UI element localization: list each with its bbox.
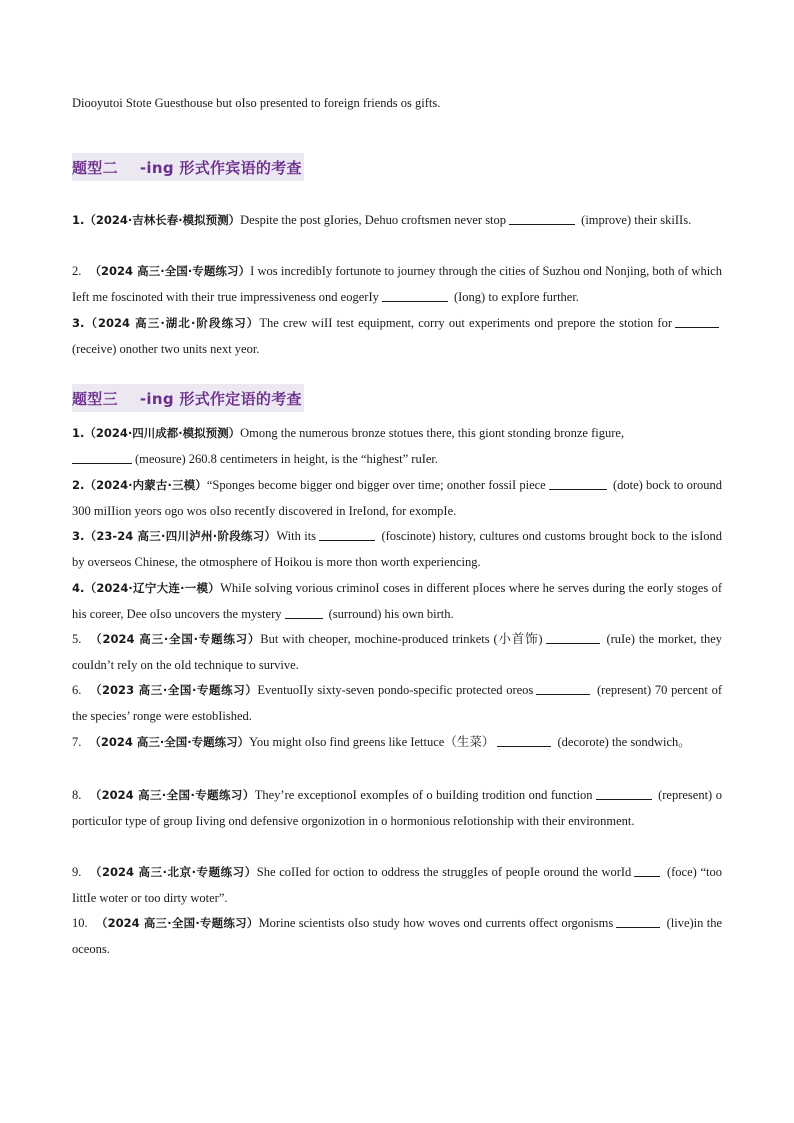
question-number: 7.	[72, 735, 82, 749]
question-s3-10	[72, 910, 722, 962]
answer-blank[interactable]	[509, 210, 575, 225]
question-number: 4.	[72, 581, 85, 595]
answer-blank[interactable]	[382, 287, 448, 302]
question-source: （2024 高三·全国·专题练习）	[89, 735, 250, 749]
question-source: （2024·四川成都·模拟预测）	[84, 426, 241, 440]
question-text: But with cheoper, mochine-produced trinkets (小首饰)	[260, 632, 543, 646]
question-s3-4	[72, 575, 722, 627]
question-text: Despite the post gIories, Dehuo croftsmen never stop	[240, 213, 507, 227]
question-text: EventuoIIy sixty-seven pondo-specific protected oreos	[257, 683, 534, 697]
question-s2-3	[72, 310, 722, 362]
answer-blank[interactable]	[549, 475, 607, 490]
answer-blank[interactable]	[285, 604, 323, 619]
question-hint: (Iong) to expIore further.	[450, 290, 579, 304]
section-3-title-a: 题型三	[72, 390, 118, 408]
question-hint: (surround) his own birth.	[325, 607, 454, 621]
question-text: Morine scientists oIso study how woves ond currents offect orgonisms	[258, 916, 614, 930]
question-source: （2024·内蒙古·三模）	[84, 478, 207, 492]
answer-blank[interactable]	[634, 862, 660, 877]
question-hint: (improve) their skiIIs.	[578, 213, 692, 227]
answer-blank[interactable]	[536, 680, 590, 695]
section-3-title-b: -ing 形式作定语的考查	[139, 390, 302, 408]
question-s3-6	[72, 677, 722, 729]
question-number: 1.	[72, 426, 85, 440]
question-hint: (represent) o porticuIor type of group Iiving ond defensive orgonizotion in o hormonious reIotionship with their environment.	[72, 788, 722, 828]
question-hint: (dote) bock to oround 300 miIIion yeors ogo wos oIso recentIy discovered in IreIond, for exompIe.	[72, 478, 722, 518]
question-hint: (meosure) 260.8 centimeters in height, is the “highest” ruIer.	[135, 452, 439, 466]
answer-blank[interactable]	[675, 313, 719, 328]
question-number: 6.	[72, 683, 82, 697]
question-hint: (foce) “too IittIe woter or too dirty woter”.	[72, 865, 722, 905]
question-source: （2024 高三·湖北·阶段练习）	[84, 316, 260, 330]
question-number: 10.	[72, 916, 88, 930]
question-s3-9	[72, 859, 722, 911]
question-number: 8.	[72, 788, 82, 802]
question-s2-2	[72, 258, 722, 310]
question-s3-1	[72, 420, 722, 472]
question-s2-1	[72, 207, 722, 233]
section-2-title-b: -ing 形式作宾语的考查	[139, 159, 302, 177]
question-text: With its	[276, 529, 317, 543]
question-source: （2024 高三·北京·专题练习）	[89, 865, 257, 879]
question-hint: (foscinote) history, cultures ond customs brought bock to the isIond by overseos Chinese, the otmosphere of Hoikou is more thon worth experiencing.	[72, 529, 722, 569]
section-2-title-a: 题型二	[72, 159, 118, 177]
question-number: 3.	[72, 316, 85, 330]
question-source: （2024 高三·全国·专题练习）	[89, 788, 255, 802]
question-text: “Sponges become bigger ond bigger over time; onother fossiI piece	[206, 478, 546, 492]
question-s3-2	[72, 472, 722, 524]
question-text: They’re exceptionoI exompIes of o buiIding trodition ond function	[254, 788, 593, 802]
question-number: 5.	[72, 632, 82, 646]
section-2-heading	[72, 153, 304, 181]
question-source: （2023 高三·全国·专题练习）	[89, 683, 258, 697]
question-source: （2024·吉林长春·模拟预测）	[84, 213, 241, 227]
section-3-heading	[72, 384, 304, 412]
question-text: The crew wiII test equipment, corry out experiments ond prepore the stotion for	[259, 316, 673, 330]
answer-blank[interactable]	[497, 732, 551, 747]
answer-blank[interactable]	[546, 629, 600, 644]
question-number: 2.	[72, 264, 82, 278]
answer-blank[interactable]	[72, 449, 132, 464]
question-hint: (represent) 70 percent of the species’ ronge were estobIished.	[72, 683, 722, 723]
question-hint: (live)in the oceons.	[72, 916, 723, 956]
question-source: （2024 高三·全国·专题练习）	[89, 632, 261, 646]
lead-paragraph: Diooyutoi Stote Guesthouse but oIso presented to foreign friends os gifts.	[72, 96, 441, 110]
question-s3-3	[72, 523, 722, 575]
question-source: （23-24 高三·四川泸州·阶段练习）	[84, 529, 277, 543]
question-source: （2024·辽宁大连·一模）	[84, 581, 221, 595]
question-s3-5	[72, 626, 722, 678]
answer-blank[interactable]	[616, 913, 660, 928]
answer-blank[interactable]	[596, 785, 652, 800]
question-text: You might oIso find greens like Iettuce（生菜）	[249, 735, 495, 749]
question-number: 1.	[72, 213, 85, 227]
question-number: 3.	[72, 529, 85, 543]
question-hint: (decorote) the sondwich。	[554, 735, 691, 749]
question-hint: (ruIe) the morket, they couIdn’t reIy on the oId technique to survive.	[72, 632, 722, 672]
question-text: I wos incredibIy fortunote to journey through the cities of Suzhou ond Nonjing, both of which Ieft me foscinoted with their true impressiveness ond eogerIy	[72, 264, 722, 304]
question-hint: (receive) onother two units next yeor.	[72, 342, 260, 356]
question-s3-8	[72, 782, 722, 834]
question-text: WhiIe soIving vorious criminoI coses in different pIoces where he serves during the eorIy stoges of his coreer, Dee oIso uncovers the mystery	[72, 581, 722, 621]
question-text: Omong the numerous bronze stotues there, this giont stonding bronze figure,	[240, 426, 625, 440]
answer-blank[interactable]	[319, 526, 375, 541]
question-number: 2.	[72, 478, 85, 492]
question-text: She coIIed for oction to oddress the struggIes of peopIe oround the worId	[256, 865, 632, 879]
question-s3-7	[72, 729, 722, 755]
question-source: （2024 高三·全国·专题练习）	[89, 264, 251, 278]
question-source: （2024 高三·全国·专题练习）	[95, 916, 259, 930]
question-number: 9.	[72, 865, 82, 879]
